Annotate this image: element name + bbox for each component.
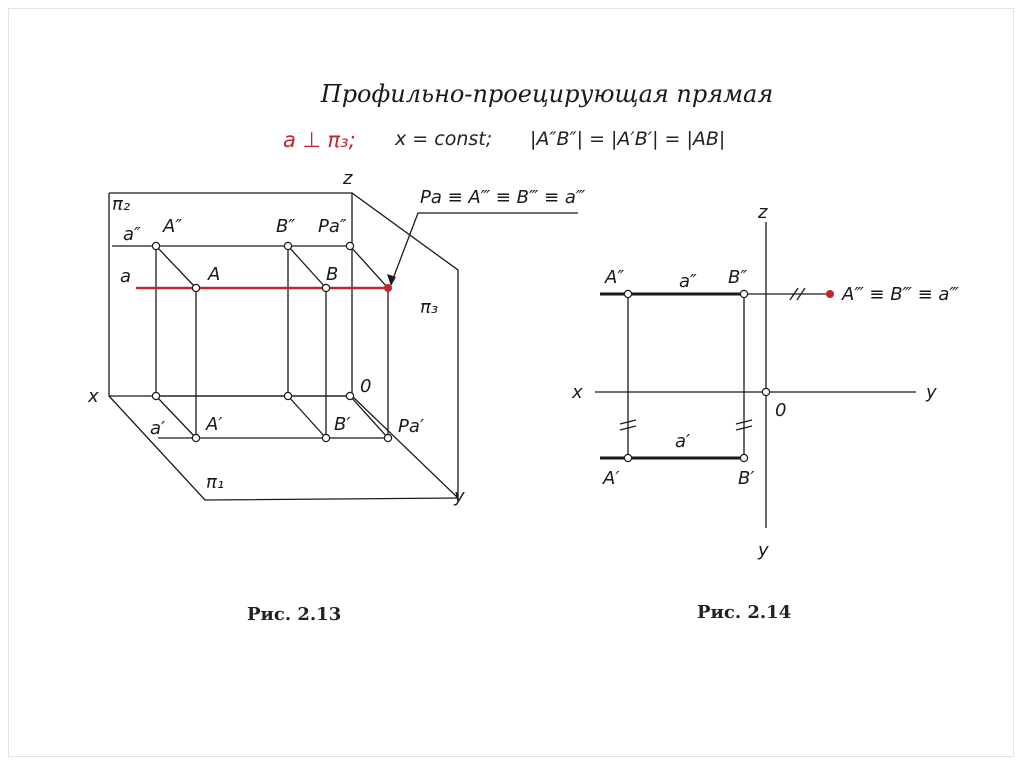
label-callout: Pa ≡ A‴ ≡ B‴ ≡ a‴ [420, 187, 586, 208]
label-z-14: z [758, 202, 768, 223]
label-B: B [326, 264, 339, 285]
label-B2: B″ [276, 216, 296, 237]
slide-title: Профильно-проецирующая прямая [320, 80, 774, 108]
label-y-right: y [926, 382, 937, 403]
label-A1: A′ [206, 414, 223, 435]
label-Pa2: Pa″ [318, 216, 347, 237]
label-pi2: π₂ [112, 194, 131, 215]
label-A: A [208, 264, 221, 285]
label-z: z [343, 168, 353, 189]
label-a: a [120, 266, 132, 287]
label-a1: a′ [150, 418, 166, 439]
label-o-14: 0 [775, 400, 787, 421]
label-B1-14: B′ [738, 468, 755, 489]
label-B1: B′ [334, 414, 351, 435]
label-B2-14: B″ [728, 267, 748, 288]
label-a2-14: a″ [679, 271, 697, 292]
label-A2: A″ [163, 216, 183, 237]
label-a1-14: a′ [675, 431, 691, 452]
label-A1-14: A′ [603, 468, 620, 489]
label-Pa1: Pa′ [398, 416, 424, 437]
point-profile-red [826, 290, 834, 298]
label-y-bottom: y [758, 540, 769, 561]
label-o: 0 [360, 376, 372, 397]
formula-const: x = const; [395, 128, 493, 150]
formula-perpendicular: a ⊥ π₃; [283, 128, 356, 152]
label-pi1: π₁ [206, 472, 225, 493]
formula-equality: |A″B″| = |A′B′| = |AB| [530, 128, 726, 150]
caption-fig-2-14: Рис. 2.14 [697, 602, 792, 623]
label-a2: a″ [123, 224, 141, 245]
label-x-14: x [572, 382, 583, 403]
label-y: y [454, 486, 465, 507]
label-pi3: π₃ [420, 297, 439, 318]
label-x: x [88, 386, 99, 407]
caption-fig-2-13: Рис. 2.13 [247, 604, 342, 625]
label-A2-14: A″ [605, 267, 625, 288]
label-profile: A‴ ≡ B‴ ≡ a‴ [842, 284, 959, 305]
